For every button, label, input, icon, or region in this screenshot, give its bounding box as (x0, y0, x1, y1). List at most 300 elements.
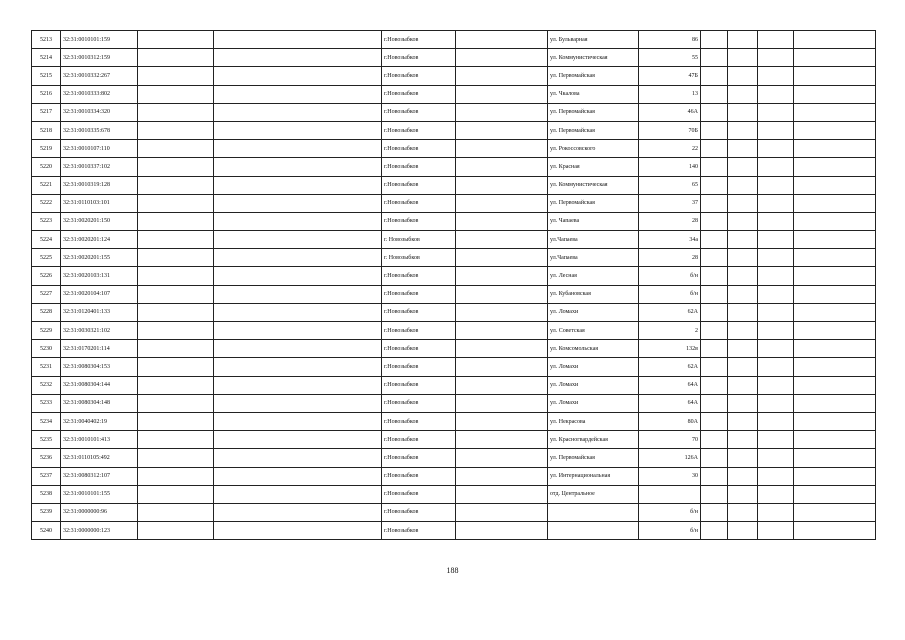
empty-cell (456, 49, 548, 67)
house-number-cell: 46А (639, 103, 701, 121)
empty-cell (758, 322, 794, 340)
empty-cell (214, 158, 382, 176)
empty-cell (456, 449, 548, 467)
empty-cell (138, 467, 214, 485)
empty-cell (728, 285, 758, 303)
table-row (32, 431, 876, 449)
street-cell: отд. Центральное (548, 485, 639, 503)
cadastral-number-cell: 32:31:0010334:320 (61, 103, 138, 121)
city-cell: г.Новозыбков (382, 140, 456, 158)
row-number-cell: 5235 (32, 431, 61, 449)
empty-cell (758, 503, 794, 521)
table-row (32, 121, 876, 139)
empty-cell (758, 67, 794, 85)
cadastral-number-cell: 32:31:0010333:802 (61, 85, 138, 103)
empty-cell (728, 176, 758, 194)
empty-cell (728, 358, 758, 376)
table-row (32, 31, 876, 49)
city-cell: г. Новозыбков (382, 249, 456, 267)
empty-cell (138, 176, 214, 194)
city-cell: г.Новозыбков (382, 303, 456, 321)
house-number-cell: 132в (639, 340, 701, 358)
street-cell: ул. Чкалова (548, 85, 639, 103)
empty-cell (701, 449, 728, 467)
empty-cell (794, 285, 876, 303)
empty-cell (728, 249, 758, 267)
empty-cell (794, 140, 876, 158)
table-row (32, 467, 876, 485)
empty-cell (138, 194, 214, 212)
empty-cell (728, 503, 758, 521)
cadastral-number-cell: 32:31:0000000:123 (61, 522, 138, 540)
empty-cell (794, 376, 876, 394)
empty-cell (758, 231, 794, 249)
empty-cell (728, 449, 758, 467)
property-registry-table (31, 30, 876, 540)
table-row (32, 449, 876, 467)
empty-cell (138, 67, 214, 85)
table-row (32, 485, 876, 503)
house-number-cell: 37 (639, 194, 701, 212)
city-cell: г.Новозыбков (382, 503, 456, 521)
empty-cell (728, 158, 758, 176)
empty-cell (138, 285, 214, 303)
empty-cell (138, 503, 214, 521)
city-cell: г.Новозыбков (382, 121, 456, 139)
empty-cell (728, 522, 758, 540)
cadastral-number-cell: 32:31:0010101:159 (61, 31, 138, 49)
table-row (32, 158, 876, 176)
empty-cell (456, 303, 548, 321)
empty-cell (794, 431, 876, 449)
empty-cell (794, 467, 876, 485)
empty-cell (701, 140, 728, 158)
street-cell: ул. Некрасова (548, 412, 639, 430)
empty-cell (758, 31, 794, 49)
empty-cell (456, 31, 548, 49)
empty-cell (214, 467, 382, 485)
table-row (32, 376, 876, 394)
city-cell: г.Новозыбков (382, 49, 456, 67)
street-cell: ул. Коммунистическая (548, 176, 639, 194)
row-number-cell: 5232 (32, 376, 61, 394)
street-cell: ул. Кубановская (548, 285, 639, 303)
street-cell (548, 522, 639, 540)
house-number-cell: 86 (639, 31, 701, 49)
street-cell: ул. Комсомольская (548, 340, 639, 358)
empty-cell (701, 303, 728, 321)
table-row (32, 322, 876, 340)
empty-cell (138, 485, 214, 503)
empty-cell (701, 431, 728, 449)
cadastral-number-cell: 32:31:0010335:678 (61, 121, 138, 139)
empty-cell (794, 249, 876, 267)
empty-cell (214, 49, 382, 67)
empty-cell (758, 467, 794, 485)
empty-cell (138, 412, 214, 430)
empty-cell (701, 194, 728, 212)
cadastral-number-cell: 32:31:0120401:133 (61, 303, 138, 321)
empty-cell (728, 231, 758, 249)
empty-cell (758, 249, 794, 267)
house-number-cell: 22 (639, 140, 701, 158)
empty-cell (214, 231, 382, 249)
empty-cell (794, 212, 876, 230)
empty-cell (728, 467, 758, 485)
empty-cell (728, 394, 758, 412)
row-number-cell: 5237 (32, 467, 61, 485)
empty-cell (794, 340, 876, 358)
cadastral-number-cell: 32:31:0010332:267 (61, 67, 138, 85)
empty-cell (758, 358, 794, 376)
cadastral-number-cell: 32:31:0080312:107 (61, 467, 138, 485)
empty-cell (728, 103, 758, 121)
city-cell: г.Новозыбков (382, 267, 456, 285)
city-cell: г.Новозыбков (382, 67, 456, 85)
row-number-cell: 5223 (32, 212, 61, 230)
empty-cell (758, 158, 794, 176)
empty-cell (456, 103, 548, 121)
empty-cell (214, 267, 382, 285)
empty-cell (138, 212, 214, 230)
empty-cell (701, 85, 728, 103)
city-cell: г.Новозыбков (382, 358, 456, 376)
row-number-cell: 5229 (32, 322, 61, 340)
empty-cell (138, 322, 214, 340)
empty-cell (758, 376, 794, 394)
empty-cell (701, 121, 728, 139)
empty-cell (701, 503, 728, 521)
empty-cell (794, 322, 876, 340)
empty-cell (728, 49, 758, 67)
city-cell: г.Новозыбков (382, 285, 456, 303)
empty-cell (758, 140, 794, 158)
empty-cell (758, 485, 794, 503)
row-number-cell: 5225 (32, 249, 61, 267)
cadastral-number-cell: 32:31:0020201:155 (61, 249, 138, 267)
cadastral-number-cell: 32:31:0170201:114 (61, 340, 138, 358)
city-cell: г.Новозыбков (382, 485, 456, 503)
empty-cell (701, 103, 728, 121)
empty-cell (794, 49, 876, 67)
city-cell: г.Новозыбков (382, 412, 456, 430)
empty-cell (728, 412, 758, 430)
empty-cell (214, 503, 382, 521)
empty-cell (728, 340, 758, 358)
cadastral-number-cell: 32:31:0010107:110 (61, 140, 138, 158)
empty-cell (456, 267, 548, 285)
street-cell: ул. Первомайская (548, 121, 639, 139)
city-cell: г.Новозыбков (382, 158, 456, 176)
empty-cell (456, 522, 548, 540)
empty-cell (138, 49, 214, 67)
empty-cell (701, 467, 728, 485)
empty-cell (456, 467, 548, 485)
street-cell: ул. Лесная (548, 267, 639, 285)
empty-cell (214, 121, 382, 139)
empty-cell (214, 194, 382, 212)
empty-cell (758, 431, 794, 449)
street-cell: ул. Чапаева (548, 212, 639, 230)
table-row (32, 194, 876, 212)
empty-cell (214, 522, 382, 540)
empty-cell (701, 231, 728, 249)
empty-cell (794, 67, 876, 85)
house-number-cell: 140 (639, 158, 701, 176)
empty-cell (794, 267, 876, 285)
house-number-cell: 30 (639, 467, 701, 485)
empty-cell (138, 231, 214, 249)
empty-cell (456, 503, 548, 521)
row-number-cell: 5233 (32, 394, 61, 412)
empty-cell (728, 31, 758, 49)
table-row (32, 412, 876, 430)
row-number-cell: 5234 (32, 412, 61, 430)
empty-cell (794, 485, 876, 503)
empty-cell (701, 285, 728, 303)
cadastral-number-cell: 32:31:0020104:107 (61, 285, 138, 303)
empty-cell (138, 303, 214, 321)
table-row (32, 140, 876, 158)
city-cell: г. Новозыбков (382, 231, 456, 249)
house-number-cell: 62А (639, 303, 701, 321)
empty-cell (794, 176, 876, 194)
house-number-cell: б/н (639, 285, 701, 303)
empty-cell (758, 522, 794, 540)
cadastral-number-cell: 32:31:0010337:102 (61, 158, 138, 176)
table-row (32, 103, 876, 121)
empty-cell (701, 249, 728, 267)
cadastral-number-cell: 32:31:0020201:150 (61, 212, 138, 230)
empty-cell (138, 449, 214, 467)
empty-cell (701, 322, 728, 340)
city-cell: г.Новозыбков (382, 176, 456, 194)
empty-cell (138, 394, 214, 412)
house-number-cell: 70 (639, 431, 701, 449)
city-cell: г.Новозыбков (382, 194, 456, 212)
street-cell: ул. Ломахи (548, 303, 639, 321)
street-cell: ул. Первомайская (548, 194, 639, 212)
table-row (32, 522, 876, 540)
house-number-cell: 28 (639, 212, 701, 230)
empty-cell (456, 212, 548, 230)
empty-cell (701, 176, 728, 194)
empty-cell (138, 431, 214, 449)
empty-cell (138, 158, 214, 176)
row-number-cell: 5240 (32, 522, 61, 540)
empty-cell (794, 85, 876, 103)
empty-cell (701, 376, 728, 394)
row-number-cell: 5226 (32, 267, 61, 285)
empty-cell (138, 31, 214, 49)
street-cell: ул. Ломахи (548, 358, 639, 376)
street-cell: ул. Бульварная (548, 31, 639, 49)
table-row (32, 85, 876, 103)
empty-cell (794, 394, 876, 412)
empty-cell (728, 485, 758, 503)
street-cell: ул. Ломахи (548, 394, 639, 412)
house-number-cell: 65 (639, 176, 701, 194)
cadastral-number-cell: 32:31:0010101:413 (61, 431, 138, 449)
house-number-cell: 62А (639, 358, 701, 376)
city-cell: г.Новозыбков (382, 394, 456, 412)
empty-cell (728, 303, 758, 321)
empty-cell (456, 249, 548, 267)
city-cell: г.Новозыбков (382, 340, 456, 358)
house-number-cell: 64А (639, 394, 701, 412)
empty-cell (214, 358, 382, 376)
table-row (32, 176, 876, 194)
house-number-cell: 70Б (639, 121, 701, 139)
empty-cell (701, 485, 728, 503)
empty-cell (794, 449, 876, 467)
house-number-cell: б/н (639, 503, 701, 521)
house-number-cell (639, 485, 701, 503)
empty-cell (138, 522, 214, 540)
empty-cell (701, 522, 728, 540)
empty-cell (794, 358, 876, 376)
house-number-cell: 126А (639, 449, 701, 467)
empty-cell (456, 194, 548, 212)
city-cell: г.Новозыбков (382, 522, 456, 540)
row-number-cell: 5216 (32, 85, 61, 103)
empty-cell (728, 85, 758, 103)
row-number-cell: 5230 (32, 340, 61, 358)
empty-cell (794, 194, 876, 212)
empty-cell (701, 158, 728, 176)
empty-cell (456, 140, 548, 158)
row-number-cell: 5215 (32, 67, 61, 85)
street-cell: ул. Первомайская (548, 449, 639, 467)
house-number-cell: 80А (639, 412, 701, 430)
empty-cell (456, 394, 548, 412)
row-number-cell: 5213 (32, 31, 61, 49)
cadastral-number-cell: 32:31:0080304:144 (61, 376, 138, 394)
empty-cell (214, 303, 382, 321)
empty-cell (758, 285, 794, 303)
street-cell: ул. Красная (548, 158, 639, 176)
row-number-cell: 5239 (32, 503, 61, 521)
street-cell: ул. Интернациональная (548, 467, 639, 485)
cadastral-number-cell: 32:31:0010101:155 (61, 485, 138, 503)
empty-cell (456, 231, 548, 249)
empty-cell (456, 485, 548, 503)
empty-cell (456, 340, 548, 358)
empty-cell (456, 285, 548, 303)
row-number-cell: 5236 (32, 449, 61, 467)
empty-cell (728, 212, 758, 230)
table-row (32, 303, 876, 321)
table-row (32, 394, 876, 412)
empty-cell (138, 249, 214, 267)
page-number: 188 (446, 566, 459, 575)
table-row (32, 285, 876, 303)
empty-cell (456, 412, 548, 430)
table-row (32, 231, 876, 249)
empty-cell (138, 140, 214, 158)
table-row (32, 503, 876, 521)
empty-cell (701, 31, 728, 49)
empty-cell (214, 67, 382, 85)
house-number-cell: 13 (639, 85, 701, 103)
cadastral-number-cell: 32:31:0000000:96 (61, 503, 138, 521)
empty-cell (456, 158, 548, 176)
city-cell: г.Новозыбков (382, 431, 456, 449)
empty-cell (214, 31, 382, 49)
empty-cell (214, 449, 382, 467)
empty-cell (456, 431, 548, 449)
empty-cell (728, 67, 758, 85)
city-cell: г.Новозыбков (382, 212, 456, 230)
street-cell: ул. Коммунистическая (548, 49, 639, 67)
empty-cell (701, 267, 728, 285)
cadastral-number-cell: 32:31:0020103:131 (61, 267, 138, 285)
empty-cell (758, 267, 794, 285)
empty-cell (214, 322, 382, 340)
empty-cell (214, 85, 382, 103)
empty-cell (701, 358, 728, 376)
cadastral-number-cell: 32:31:0110103:101 (61, 194, 138, 212)
city-cell: г.Новозыбков (382, 31, 456, 49)
empty-cell (728, 431, 758, 449)
city-cell: г.Новозыбков (382, 85, 456, 103)
empty-cell (728, 376, 758, 394)
empty-cell (138, 340, 214, 358)
empty-cell (794, 303, 876, 321)
empty-cell (214, 212, 382, 230)
empty-cell (758, 121, 794, 139)
empty-cell (214, 376, 382, 394)
street-cell: ул. Ломахи (548, 376, 639, 394)
empty-cell (728, 121, 758, 139)
table-row (32, 67, 876, 85)
table-row (32, 49, 876, 67)
row-number-cell: 5218 (32, 121, 61, 139)
house-number-cell: б/н (639, 522, 701, 540)
cadastral-number-cell: 32:31:0040402:19 (61, 412, 138, 430)
empty-cell (758, 412, 794, 430)
empty-cell (794, 31, 876, 49)
empty-cell (758, 194, 794, 212)
row-number-cell: 5217 (32, 103, 61, 121)
cadastral-number-cell: 32:31:0080304:148 (61, 394, 138, 412)
row-number-cell: 5214 (32, 49, 61, 67)
street-cell: ул. Красногвардейская (548, 431, 639, 449)
empty-cell (701, 49, 728, 67)
empty-cell (138, 85, 214, 103)
street-cell: ул.Чапаева (548, 231, 639, 249)
table-row (32, 249, 876, 267)
empty-cell (758, 176, 794, 194)
empty-cell (456, 176, 548, 194)
cadastral-number-cell: 32:31:0010319:128 (61, 176, 138, 194)
empty-cell (758, 85, 794, 103)
table-row (32, 340, 876, 358)
empty-cell (758, 340, 794, 358)
table-row (32, 212, 876, 230)
registry-table-body (32, 31, 876, 540)
empty-cell (456, 121, 548, 139)
empty-cell (456, 376, 548, 394)
street-cell: ул. Первомайская (548, 103, 639, 121)
empty-cell (728, 194, 758, 212)
row-number-cell: 5238 (32, 485, 61, 503)
empty-cell (214, 140, 382, 158)
row-number-cell: 5227 (32, 285, 61, 303)
empty-cell (456, 358, 548, 376)
row-number-cell: 5222 (32, 194, 61, 212)
street-cell: ул. Советская (548, 322, 639, 340)
